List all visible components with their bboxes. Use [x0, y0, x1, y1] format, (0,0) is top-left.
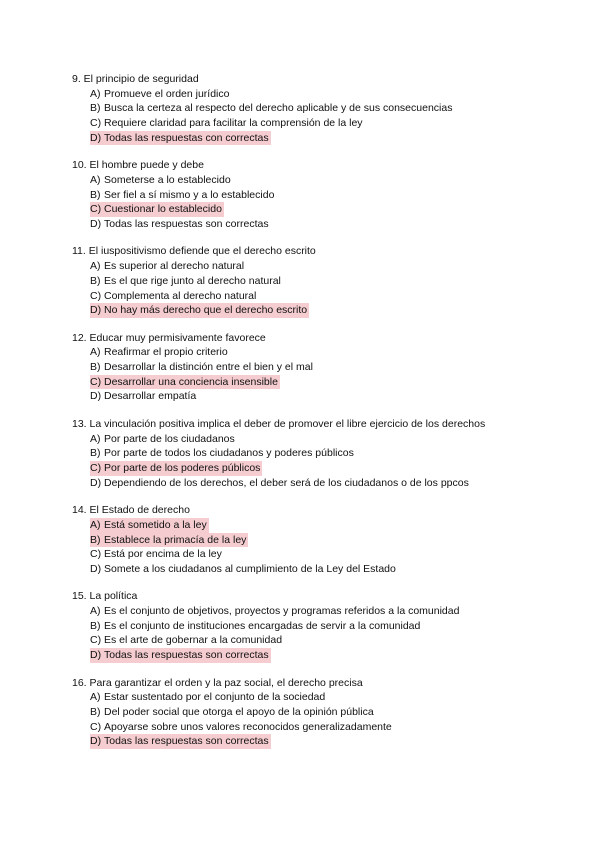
answer-option — [90, 360, 572, 375]
question-text: 16. Para garantizar el orden y la paz social, el derecho precisa — [72, 676, 363, 689]
answer-option — [90, 562, 572, 577]
option-content — [90, 720, 394, 735]
option-text: Todas las respuestas son correctas — [104, 735, 269, 748]
option-text: No hay más derecho que el derecho escrito — [104, 304, 308, 317]
option-text: Está sometido a la ley — [104, 518, 207, 531]
option-content — [90, 375, 280, 390]
option-content — [90, 633, 284, 648]
question-block — [72, 158, 572, 231]
option-letter: D) — [90, 304, 102, 317]
option-text: Cuestionar lo establecido — [104, 203, 222, 216]
question-block — [72, 589, 572, 662]
option-content — [90, 274, 283, 289]
option-list — [90, 87, 572, 146]
option-letter: C) — [90, 289, 102, 302]
option-text: Todas las respuestas son correctas — [104, 217, 269, 230]
option-content — [90, 562, 398, 577]
option-text: Desarrollar la distinción entre el bien y el mal — [104, 361, 313, 374]
answer-option-highlighted — [90, 461, 572, 476]
option-letter: A) — [90, 260, 101, 273]
option-content — [90, 173, 233, 188]
option-letter: D) — [90, 735, 102, 748]
option-letter: C) — [90, 203, 102, 216]
answer-option-highlighted — [90, 518, 572, 533]
option-text: Desarrollar una conciencia insensible — [104, 375, 278, 388]
option-letter: D) — [90, 390, 102, 403]
option-content — [90, 289, 258, 304]
option-letter: B) — [90, 361, 101, 374]
option-letter: A) — [90, 346, 101, 359]
answer-option — [90, 289, 572, 304]
option-letter: C) — [90, 462, 102, 474]
answer-option — [90, 690, 572, 705]
answer-option — [90, 345, 572, 360]
option-text: Busca la certeza al respecto del derecho aplicable y de sus consecuencias — [104, 102, 453, 115]
answer-option — [90, 619, 572, 634]
option-letter: C) — [90, 548, 102, 561]
option-content — [90, 116, 365, 131]
option-list — [90, 690, 572, 749]
option-text: Complementa al derecho natural — [104, 289, 257, 302]
option-text: Ser fiel a sí mismo y a lo establecido — [104, 188, 275, 201]
option-letter: D) — [90, 217, 102, 230]
option-letter: A) — [90, 605, 101, 618]
option-content — [90, 131, 271, 146]
option-content — [90, 87, 231, 102]
answer-option — [90, 547, 572, 562]
option-text: Promueve el orden jurídico — [104, 87, 230, 100]
option-content — [90, 619, 422, 634]
option-list — [90, 432, 572, 491]
option-letter: D) — [90, 476, 102, 489]
option-letter: B) — [90, 274, 101, 287]
question-text: 11. El iuspositivismo defiende que el derecho escrito — [72, 245, 316, 258]
answer-option — [90, 87, 572, 102]
question-list — [72, 72, 572, 762]
option-content — [90, 360, 315, 375]
option-text: Apoyarse sobre unos valores reconocidos generalizadamente — [104, 720, 392, 733]
answer-option — [90, 705, 572, 720]
option-content — [90, 446, 356, 461]
option-content — [90, 604, 461, 619]
option-letter: A) — [90, 518, 101, 531]
answer-option-highlighted — [90, 734, 572, 749]
question-text: 10. El hombre puede y debe — [72, 159, 204, 172]
option-text: Someterse a lo establecido — [104, 173, 231, 186]
answer-option — [90, 217, 572, 232]
option-letter: B) — [90, 706, 101, 719]
option-content — [90, 648, 271, 663]
option-text: Por parte de los poderes públicos — [104, 462, 261, 474]
option-text: Por parte de todos los ciudadanos y poderes públicos — [104, 447, 354, 460]
answer-option-highlighted — [90, 375, 572, 390]
option-letter: A) — [90, 691, 101, 704]
option-letter: D) — [90, 131, 102, 144]
answer-option — [90, 389, 572, 404]
option-text: Estar sustentado por el conjunto de la sociedad — [104, 691, 326, 704]
option-content — [90, 303, 309, 318]
question-block — [72, 417, 572, 490]
option-text: Del poder social que otorga el apoyo de la opinión pública — [104, 706, 374, 719]
option-letter: C) — [90, 117, 102, 130]
option-content — [90, 188, 276, 203]
option-content — [90, 705, 376, 720]
option-letter: B) — [90, 533, 101, 546]
question-text: 12. Educar muy permisivamente favorece — [72, 331, 266, 344]
option-text: Todas las respuestas son correctas — [104, 649, 269, 662]
option-text: Está por encima de la ley — [104, 548, 222, 561]
option-letter: B) — [90, 619, 101, 632]
option-content — [90, 518, 209, 533]
option-letter: C) — [90, 375, 102, 388]
option-content — [90, 734, 271, 749]
answer-option-highlighted — [90, 131, 572, 146]
option-text: Dependiendo de los derechos, el deber será de los ciudadanos o de los ppcos — [104, 476, 469, 489]
option-letter: D) — [90, 562, 102, 575]
answer-option — [90, 720, 572, 735]
option-content — [90, 533, 248, 548]
question-block — [72, 72, 572, 145]
question-block — [72, 331, 572, 404]
option-content — [90, 432, 237, 447]
option-content — [90, 547, 224, 562]
question-block — [72, 676, 572, 749]
option-text: Requiere claridad para facilitar la comprensión de la ley — [104, 117, 363, 130]
question-text: 14. El Estado de derecho — [72, 504, 190, 517]
question-block — [72, 244, 572, 317]
answer-option — [90, 274, 572, 289]
question-block — [72, 503, 572, 576]
answer-option — [90, 476, 572, 491]
option-text: Por parte de los ciudadanos — [104, 432, 235, 445]
option-list — [90, 259, 572, 318]
option-text: Es el arte de gobernar a la comunidad — [104, 634, 283, 647]
answer-option-highlighted — [90, 202, 572, 217]
answer-option — [90, 446, 572, 461]
option-text: Todas las respuestas con correctas — [104, 131, 269, 144]
option-letter: A) — [90, 173, 101, 186]
option-content — [90, 389, 198, 404]
option-content — [90, 202, 224, 217]
option-letter: C) — [90, 634, 102, 647]
question-text: 13. La vinculación positiva implica el deber de promover el libre ejercicio de los derechos — [72, 417, 486, 430]
answer-option — [90, 633, 572, 648]
option-content — [90, 461, 262, 476]
answer-option — [90, 116, 572, 131]
option-text: Es superior al derecho natural — [104, 260, 245, 273]
option-letter: C) — [90, 720, 102, 733]
option-text: Reafirmar el propio criterio — [104, 346, 228, 359]
option-content — [90, 217, 271, 232]
option-content — [90, 101, 454, 116]
option-content — [90, 345, 230, 360]
option-content — [90, 259, 246, 274]
option-letter: B) — [90, 102, 101, 115]
option-text: Es el conjunto de objetivos, proyectos y programas referidos a la comunidad — [104, 605, 460, 618]
option-text: Establece la primacía de la ley — [104, 533, 247, 546]
answer-option — [90, 188, 572, 203]
option-text: Es el conjunto de instituciones encargadas de servir a la comunidad — [104, 619, 421, 632]
option-list — [90, 604, 572, 663]
option-letter: B) — [90, 447, 101, 460]
option-content — [90, 690, 327, 705]
option-letter: A) — [90, 432, 101, 445]
answer-option-highlighted — [90, 533, 572, 548]
option-letter: A) — [90, 87, 101, 100]
answer-option — [90, 432, 572, 447]
option-text: Es el que rige junto al derecho natural — [104, 274, 281, 287]
question-text: 9. El principio de seguridad — [72, 73, 199, 85]
question-text: 15. La política — [72, 590, 138, 603]
option-text: Desarrollar empatía — [104, 390, 197, 403]
answer-option — [90, 604, 572, 619]
answer-option-highlighted — [90, 648, 572, 663]
answer-option — [90, 173, 572, 188]
answer-option-highlighted — [90, 303, 572, 318]
option-letter: B) — [90, 188, 101, 201]
option-list — [90, 345, 572, 404]
option-list — [90, 173, 572, 232]
option-text: Somete a los ciudadanos al cumplimiento de la Ley del Estado — [104, 562, 396, 575]
answer-option — [90, 101, 572, 116]
option-content — [90, 476, 471, 491]
answer-option — [90, 259, 572, 274]
option-letter: D) — [90, 649, 102, 662]
option-list — [90, 518, 572, 577]
